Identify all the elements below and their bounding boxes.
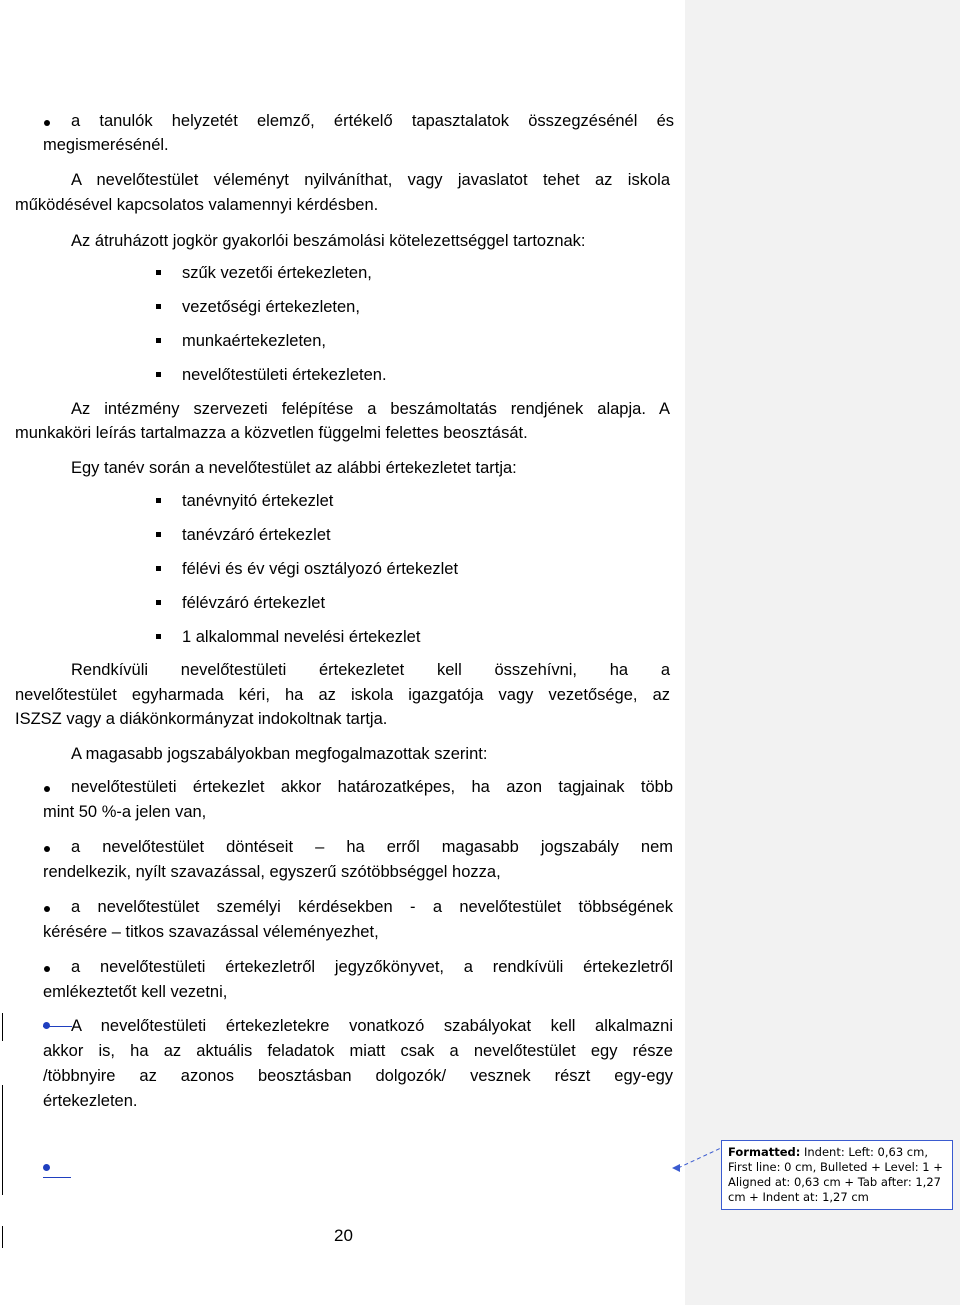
text-line: a nevelőtestület döntéseit – ha erről magasabb jogszabály nem <box>71 838 673 856</box>
list-item: nevelőtestületi értekezleten. <box>182 366 387 384</box>
balloon-text: Indent: Left: 0,63 cm, <box>804 1145 928 1159</box>
text-line: munkaköri leírás tartalmazza a közvetlen függelmi felettes beosztását. <box>15 424 528 442</box>
text-line: működésével kapcsolatos valamennyi kérdésben. <box>15 196 379 214</box>
text-line: ISZSZ vagy a diákönkormányzat indokoltnak tartja. <box>15 710 388 728</box>
text-line: akkor is, ha az aktuális feladatok miatt csak a nevelőtestület egy része <box>43 1042 673 1060</box>
list-item: tanévzáró értekezlet <box>182 526 331 544</box>
text-line: emlékeztetőt kell vezetni, <box>43 983 228 1001</box>
list-item: félévzáró értekezlet <box>182 594 326 612</box>
text-line: Rendkívüli nevelőtestületi értekezletet kell összehívni, ha a <box>71 661 670 679</box>
text-line: /többnyire az azonos beosztásban dolgozók/ vesznek részt egy-egy <box>43 1067 673 1085</box>
text-line: rendelkezik, nyílt szavazással, egyszerű szótöbbséggel hozza, <box>43 863 501 881</box>
text-line: megismerésénél. <box>43 136 169 154</box>
list-item: félévi és év végi osztályozó értekezlet <box>182 560 459 578</box>
text-line: A magasabb jogszabályokban megfogalmazottak szerint: <box>71 745 488 763</box>
formatting-balloon[interactable] <box>721 1140 953 1210</box>
text-line: A nevelőtestület véleményt nyilváníthat, vagy javaslatot tehet az iskola <box>71 171 670 189</box>
text-line: nevelőtestület egyharmada kéri, ha az iskola igazgatója vagy vezetősége, az <box>15 686 670 704</box>
balloon-text: cm + Indent at: 1,27 cm <box>728 1190 869 1204</box>
list-item: szűk vezetői értekezleten, <box>182 264 372 282</box>
list-item: 1 alkalommal nevelési értekezlet <box>182 628 421 646</box>
list-item: vezetőségi értekezleten, <box>182 298 360 316</box>
balloon-label: Formatted: <box>728 1145 801 1159</box>
balloon-text: First line: 0 cm, Bulleted + Level: 1 + <box>728 1160 943 1174</box>
list-item: tanévnyitó értekezlet <box>182 492 334 510</box>
text-line: a nevelőtestületi értekezletről jegyzőkönyvet, a rendkívüli értekezletről <box>71 958 673 976</box>
text-line: mint 50 %-a jelen van, <box>43 803 207 821</box>
text-line: Egy tanév során a nevelőtestület az alábbi értekezletet tartja: <box>71 459 517 477</box>
list-item: munkaértekezleten, <box>182 332 326 350</box>
text-line: Az intézmény szervezeti felépítése a beszámoltatás rendjének alapja. A <box>71 400 670 418</box>
page-number: 20 <box>334 1226 353 1245</box>
text-line: Az átruházott jogkör gyakorlói beszámolási kötelezettséggel tartoznak: <box>71 232 586 250</box>
balloon-line <box>728 1145 946 1160</box>
text-line: nevelőtestületi értekezlet akkor határozatképes, ha azon tagjainak több <box>71 778 673 796</box>
text-line: a nevelőtestület személyi kérdésekben - a nevelőtestület többségének <box>71 898 673 916</box>
text-line: értekezleten. <box>43 1092 138 1110</box>
text-line: a tanulók helyzetét elemző, értékelő tapasztalatok összegzésénél és <box>71 112 674 130</box>
balloon-text: Aligned at: 0,63 cm + Tab after: 1,27 <box>728 1175 941 1189</box>
text-line: A nevelőtestületi értekezletekre vonatkozó szabályokat kell alkalmazni <box>71 1017 673 1035</box>
text-line: kérésére – titkos szavazással véleményezhet, <box>43 923 379 941</box>
